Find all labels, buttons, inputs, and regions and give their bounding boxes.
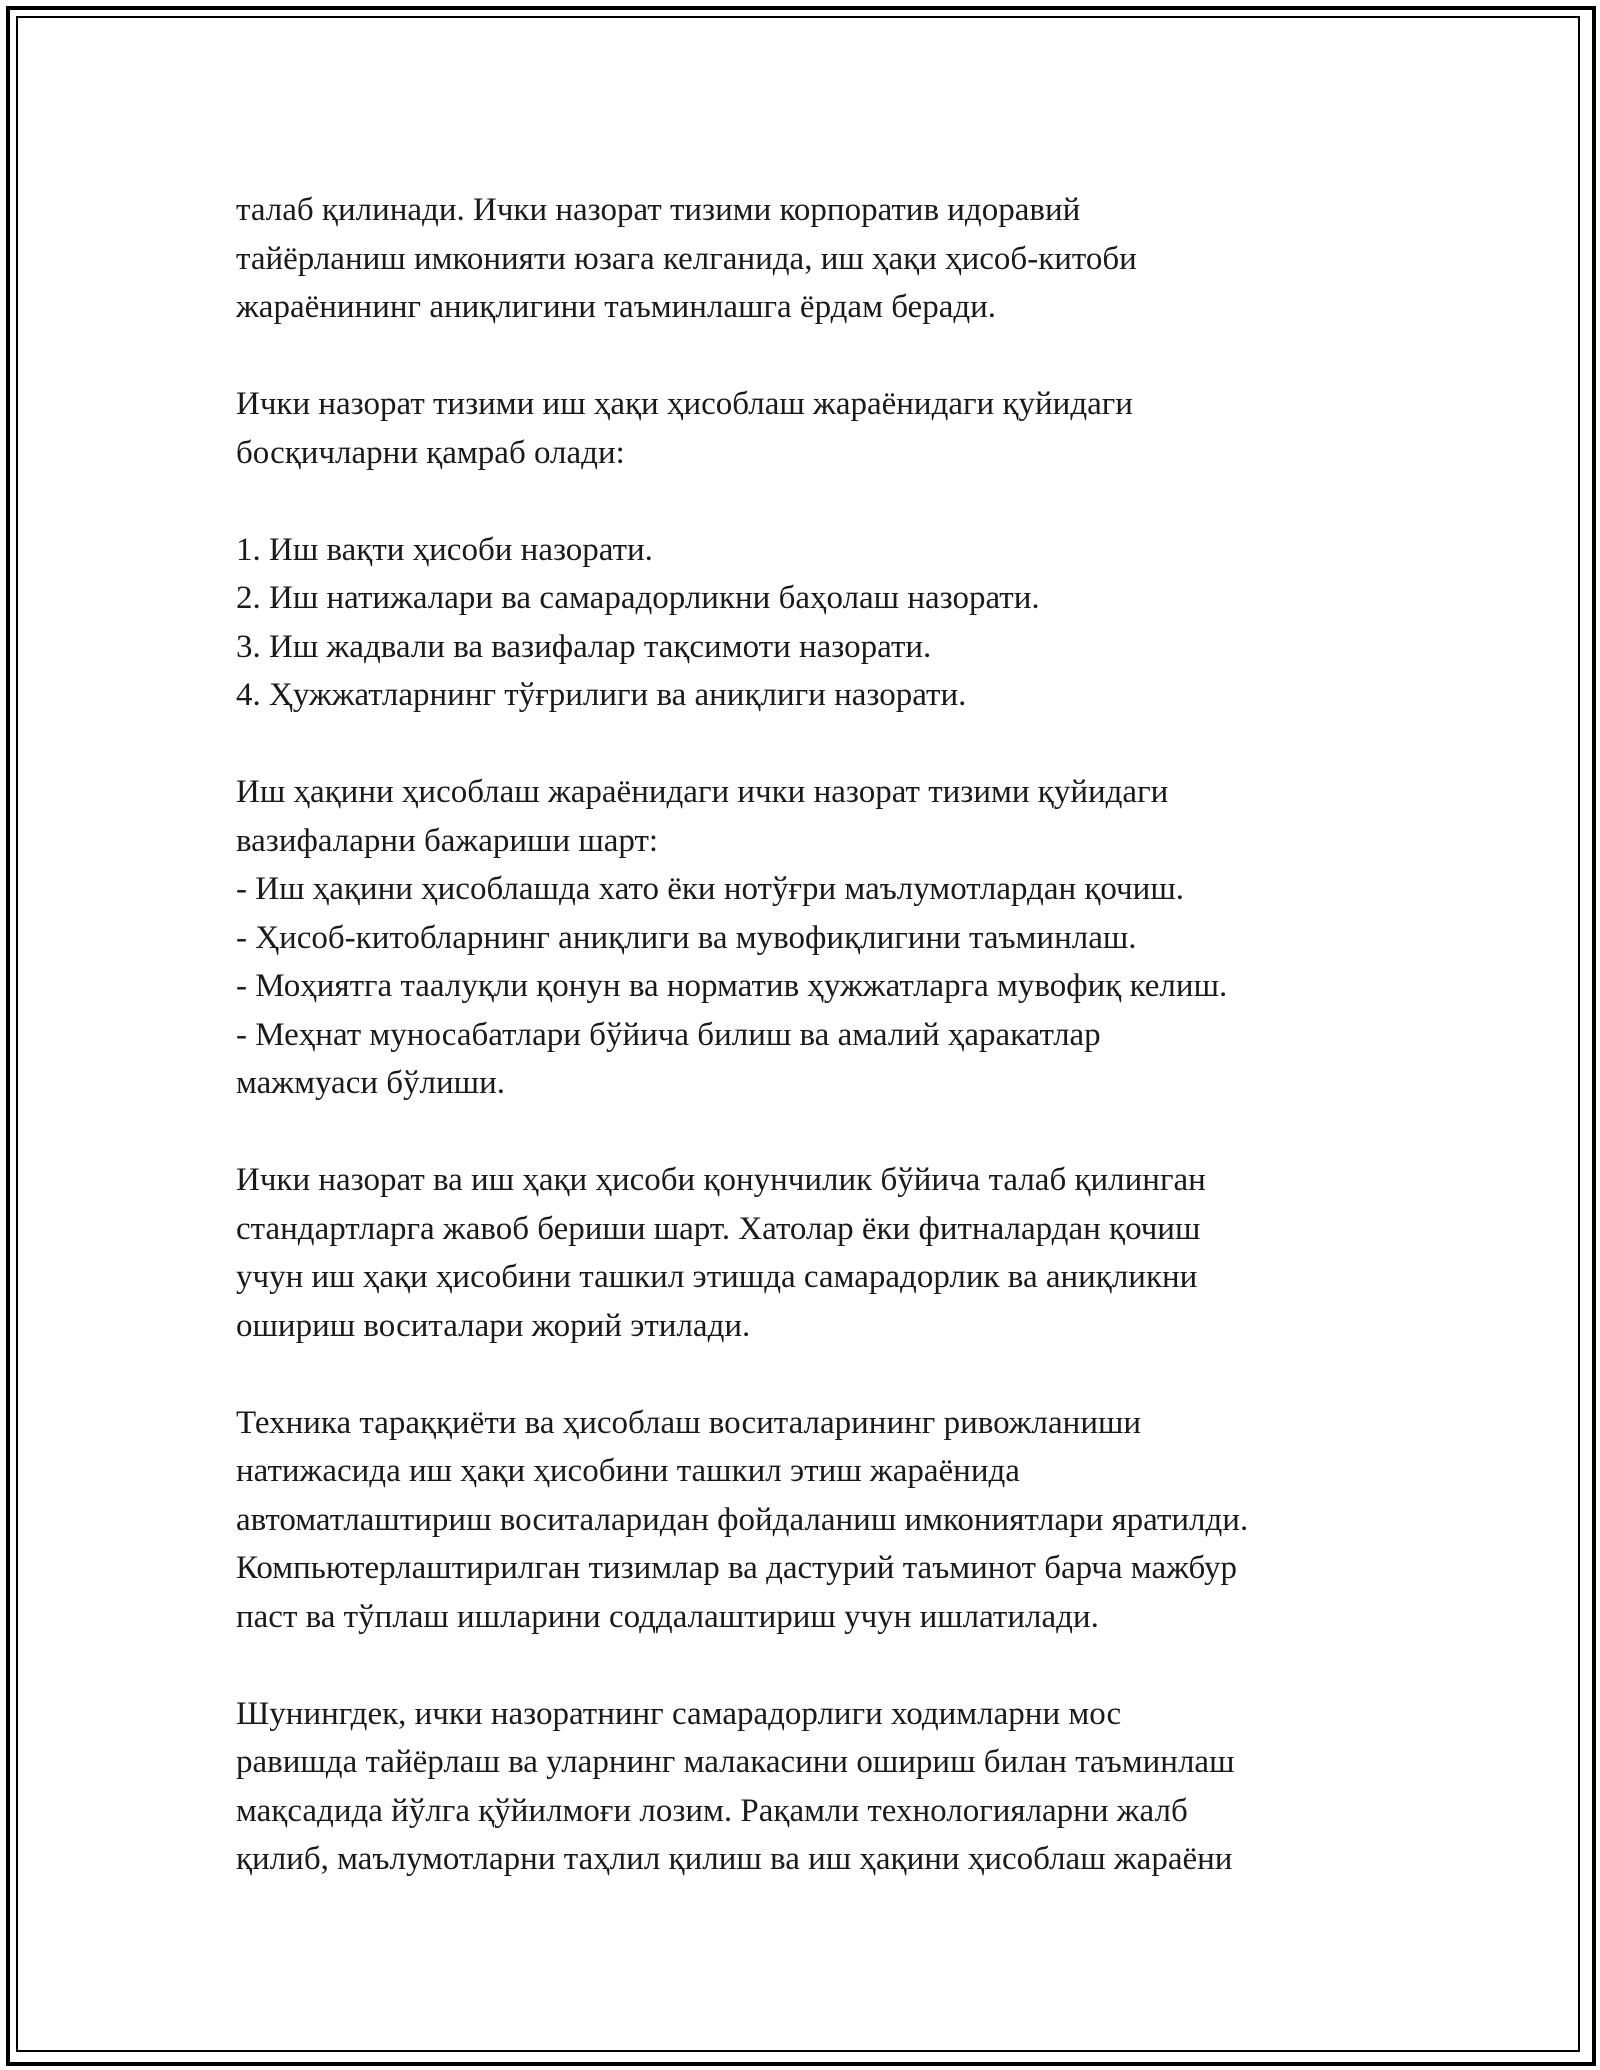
text-line: босқичларни қамраб олади: xyxy=(236,434,625,471)
list-item: 3. Иш жадвали ва вазифалар тақсимоти назорати. xyxy=(236,628,932,665)
text-line: учун иш ҳақи ҳисобини ташкил этишда самарадорлик ва аниқликни xyxy=(236,1259,1198,1295)
list-item: 2. Иш натижалари ва самарадорликни баҳолаш назорати. xyxy=(236,580,1040,616)
text-line: жараёнининг аниқлигини таъминлашга ёрдам беради. xyxy=(236,289,997,325)
text-line: тайёрланиш имконияти юзага келганида, иш ҳақи ҳисоб-китоби xyxy=(236,240,1137,277)
paragraph-stages-intro xyxy=(236,380,1416,477)
paragraph-tasks xyxy=(236,768,1416,1108)
text-line: стандартларга жавоб бериши шарт. Хатолар ёки фитналардан қочиш xyxy=(236,1210,1201,1247)
list-item: - Иш ҳақини ҳисоблашда хато ёки нотўғри маълумотлардан қочиш. xyxy=(236,871,1184,907)
paragraph-intro xyxy=(236,186,1416,332)
list-item: - Моҳиятга таалуқли қонун ва норматив ҳужжатларга мувофиқ келиш. xyxy=(236,968,1228,1004)
text-line: мақсадида йўлга қўйилмоғи лозим. Рақамли технологияларни жалб xyxy=(236,1792,1188,1829)
text-line: натижасида иш ҳақи ҳисобини ташкил этиш жараёнида xyxy=(236,1453,1020,1489)
document-body xyxy=(236,186,1416,1932)
list-item: - Ҳисоб-китобларнинг аниқлиги ва мувофиқлигини таъминлаш. xyxy=(236,919,1137,956)
text-line: Ички назорат ва иш ҳақи ҳисоби қонунчилик бўйича талаб қилинган xyxy=(236,1162,1206,1198)
list-item: 4. Ҳужжатларнинг тўғрилиги ва аниқлиги назорати. xyxy=(236,677,967,713)
list-item: - Меҳнат муносабатлари бўйича билиш ва амалий ҳаракатлар xyxy=(236,1016,1101,1053)
text-line: Техника тараққиёти ва ҳисоблаш воситаларининг ривожланиши xyxy=(236,1404,1142,1441)
text-line: Ички назорат тизими иш ҳақи ҳисоблаш жараёнидаги қуйидаги xyxy=(236,386,1133,422)
text-line: автоматлаштириш воситаларидан фойдаланиш имкониятлари яратилди. xyxy=(236,1501,1249,1538)
paragraph-standards xyxy=(236,1156,1416,1350)
text-line: мажмуаси бўлиши. xyxy=(236,1065,505,1101)
text-line: Компьютерлаштирилган тизимлар ва дастурий таъминот барча мажбур xyxy=(236,1550,1238,1586)
paragraph-automation xyxy=(236,1399,1416,1642)
text-line: талаб қилинади. Ички назорат тизими корпоратив идоравий xyxy=(236,192,1081,228)
numbered-list xyxy=(236,526,1416,720)
text-line: вазифаларни бажариши шарт: xyxy=(236,822,659,859)
text-line: Иш ҳақини ҳисоблаш жараёнидаги ички назорат тизими қуйидаги xyxy=(236,774,1169,810)
paragraph-training xyxy=(236,1690,1416,1884)
text-line: паст ва тўплаш ишларини соддалаштириш учун ишлатилади. xyxy=(236,1598,1099,1635)
text-line: ошириш воситалари жорий этилади. xyxy=(236,1307,751,1344)
list-item: 1. Иш вақти ҳисоби назорати. xyxy=(236,531,653,568)
text-line: қилиб, маълумотларни таҳлил қилиш ва иш ҳақини ҳисоблаш жараёни xyxy=(236,1841,1233,1877)
text-line: равишда тайёрлаш ва уларнинг малакасини ошириш билан таъминлаш xyxy=(236,1744,1235,1780)
text-line: Шунингдек, ички назоратнинг самарадорлиги ходимларни мос xyxy=(236,1695,1122,1732)
